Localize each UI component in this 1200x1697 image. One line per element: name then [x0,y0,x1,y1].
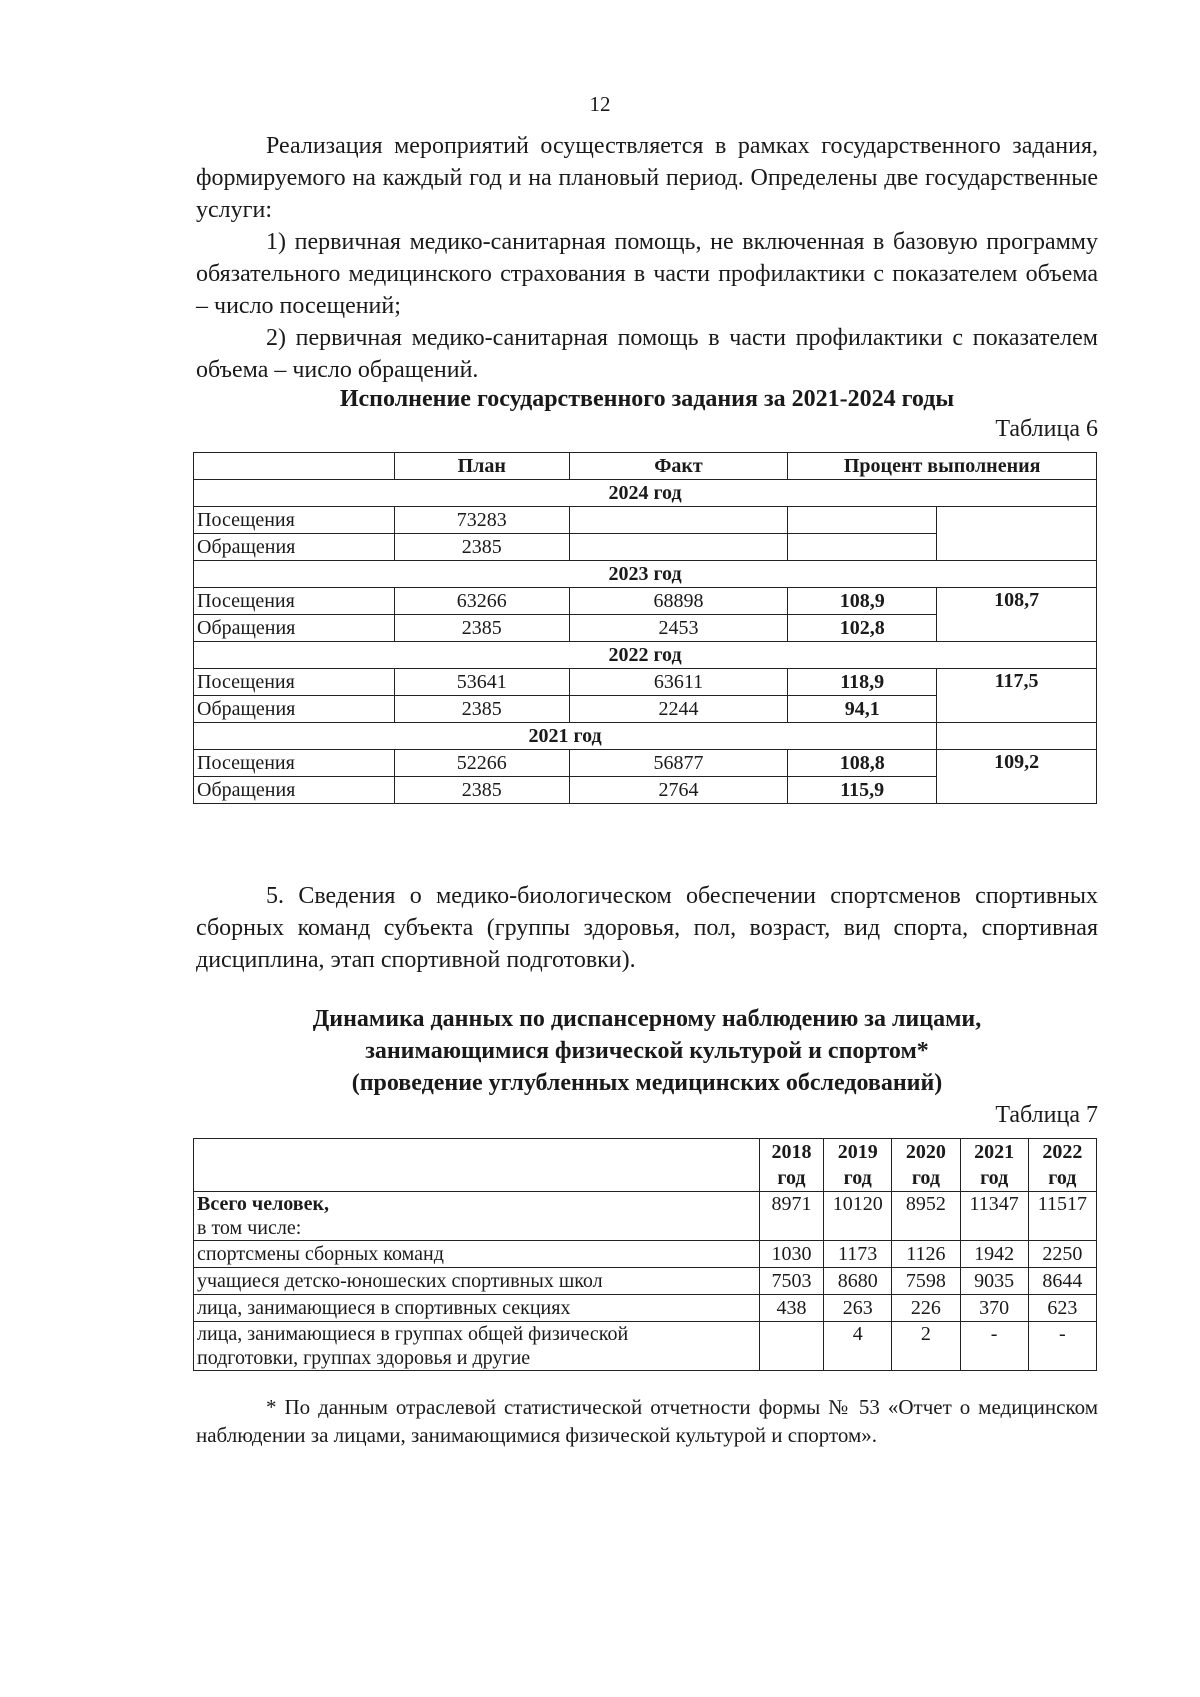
plan-value: 53641 [394,669,569,696]
plan-value: 2385 [394,696,569,723]
footnote-text: * По данным отраслевой статистической отчетности формы № 53 «Отчет о медицинском наблюдении за лицами, занимающимися физической культурой и спортом». [196,1395,1098,1447]
table7-header-empty [194,1139,760,1192]
table6-title: Исполнение государственного задания за 2021-2024 годы [339,386,955,412]
table7 [193,1138,1097,1371]
intro-paragraph-2: 1) первичная медико-санитарная помощь, не включенная в базовую программу обязательного медицинского страхования в части профилактики с показателем объема – число посещений; [196,229,1098,319]
total-sub: в том числе: [197,1217,302,1239]
total-value: 10120 [824,1192,892,1241]
header-2022: 2022 год [1028,1139,1096,1192]
table6-year-row [194,561,1097,588]
table-row [194,1322,1097,1371]
percent-value [788,534,937,561]
total-percent [937,507,1097,561]
percent-value: 102,8 [788,615,937,642]
table-row [194,669,1097,696]
header-2018: 2018 год [759,1139,823,1192]
intro-paragraph-1: Реализация мероприятий осуществляется в рамках государственного задания, формируемого на каждый год и на плановый период. Определены две государственные услуги: [196,133,1098,223]
fact-value: 2244 [569,696,788,723]
total-percent: 117,5 [937,669,1097,723]
cell-value: 2 [892,1322,960,1371]
fact-value [569,507,788,534]
table-row [194,1241,1097,1268]
row-label: учащиеся детско-юношеских спортивных школ [194,1268,760,1295]
row-label: Обращения [194,534,395,561]
percent-value: 115,9 [788,777,937,804]
row-label: Обращения [194,615,395,642]
cell-value: - [960,1322,1028,1371]
cell-value: 8644 [1028,1268,1096,1295]
plan-value: 2385 [394,777,569,804]
table6-header-row [194,453,1097,480]
table6-year-row [194,642,1097,669]
total-value: 11517 [1028,1192,1096,1241]
year-2022: 2022 год [194,642,1097,669]
page-number: 12 [589,92,611,116]
plan-value: 2385 [394,534,569,561]
total-label: Всего человек, [197,1193,330,1215]
table-row [194,1192,1097,1241]
plan-value: 63266 [394,588,569,615]
year-2021: 2021 год [194,723,937,750]
fact-value: 2453 [569,615,788,642]
cell-value: 1030 [759,1241,823,1268]
table6-header-percent: Процент выполнения [788,453,1097,480]
total-label-cell [194,1192,760,1241]
cell-value: 1126 [892,1241,960,1268]
table-row [194,507,1097,534]
section-5 [196,880,1098,976]
plan-value: 73283 [394,507,569,534]
table-row [194,1295,1097,1322]
cell-value: 263 [824,1295,892,1322]
row-label: Обращения [194,777,395,804]
total-value: 8952 [892,1192,960,1241]
year-2024: 2024 год [194,480,1097,507]
table-row [194,750,1097,777]
total-value: 11347 [960,1192,1028,1241]
cell-value: 370 [960,1295,1028,1322]
header-2019: 2019 год [824,1139,892,1192]
header-2021: 2021 год [960,1139,1028,1192]
total-percent: 109,2 [937,750,1097,804]
cell-value: 438 [759,1295,823,1322]
table6-header-fact: Факт [569,453,788,480]
plan-value: 52266 [394,750,569,777]
fact-value [569,534,788,561]
table6 [193,452,1097,804]
table6-header-plan: План [394,453,569,480]
plan-value: 2385 [394,615,569,642]
cell-value: 8680 [824,1268,892,1295]
cell-value: 623 [1028,1295,1096,1322]
table6-label: Таблица 6 [995,416,1098,442]
table6-year-row [194,480,1097,507]
table-row [194,1268,1097,1295]
fact-value: 63611 [569,669,788,696]
row-label: Посещения [194,750,395,777]
table7-header-row [194,1139,1097,1192]
table6-header-empty [194,453,395,480]
cell-value: 2250 [1028,1241,1096,1268]
row-label-multiline: лица, занимающиеся в группах общей физической подготовки, группах здоровья и другие [194,1322,760,1371]
year-2021-empty [937,723,1097,750]
cell-value: 1173 [824,1241,892,1268]
fact-value: 2764 [569,777,788,804]
total-percent: 108,7 [937,588,1097,642]
footnote [196,1393,1098,1449]
table6-year-row [194,723,1097,750]
table-row [194,588,1097,615]
row-label: Посещения [194,588,395,615]
cell-value: 4 [824,1322,892,1371]
total-value: 8971 [759,1192,823,1241]
row-label: Посещения [194,669,395,696]
cell-value: 226 [892,1295,960,1322]
row-label: Посещения [194,507,395,534]
percent-value: 94,1 [788,696,937,723]
cell-value: 7503 [759,1268,823,1295]
fact-value: 56877 [569,750,788,777]
cell-value: - [1028,1322,1096,1371]
cell-value: 9035 [960,1268,1028,1295]
row-label: лица, занимающиеся в спортивных секциях [194,1295,760,1322]
table7-title-line1: Динамика данных по диспансерному наблюдению за лицами, [312,1006,982,1032]
intro-paragraph-3: 2) первичная медико-санитарная помощь в части профилактики с показателем объема – число обращений. [196,325,1098,383]
table7-title-line3: (проведение углубленных медицинских обследований) [351,1070,943,1096]
cell-value: 7598 [892,1268,960,1295]
row-label: спортсмены сборных команд [194,1241,760,1268]
percent-value: 118,9 [788,669,937,696]
table7-title [196,1003,1098,1099]
row-label: Обращения [194,696,395,723]
header-2020: 2020 год [892,1139,960,1192]
cell-value [759,1322,823,1371]
intro-text [196,130,1098,386]
table7-title-line2: занимающимися физической культурой и спортом* [365,1038,929,1064]
fact-value: 68898 [569,588,788,615]
year-2023: 2023 год [194,561,1097,588]
cell-value: 1942 [960,1241,1028,1268]
section-5-text: 5. Сведения о медико-биологическом обеспечении спортсменов спортивных сборных команд субъекта (группы здоровья, пол, возраст, вид спорта, спортивная дисциплина, этап спортивной подготовки). [196,883,1098,973]
percent-value [788,507,937,534]
percent-value: 108,9 [788,588,937,615]
table7-label: Таблица 7 [995,1102,1098,1128]
percent-value: 108,8 [788,750,937,777]
